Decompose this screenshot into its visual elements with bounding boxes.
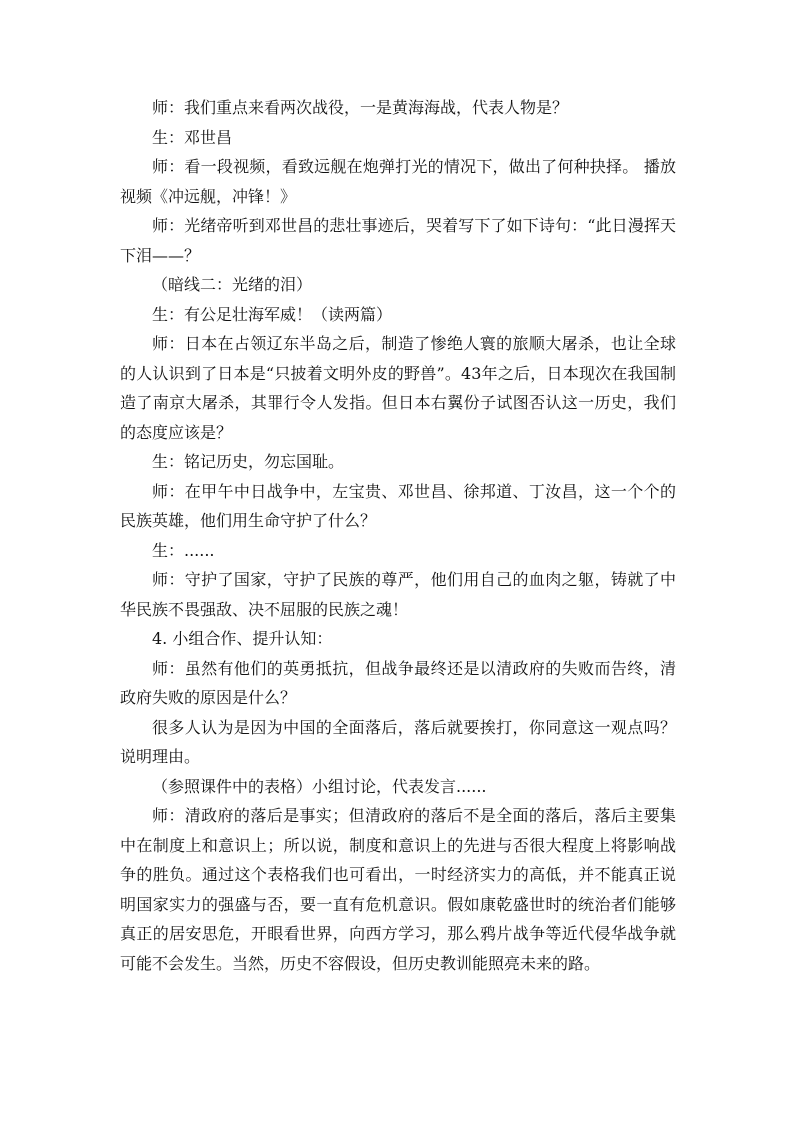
document-body <box>120 93 676 978</box>
paragraph-4: 师：光绪帝听到邓世昌的悲壮事迹后，哭着写下了如下诗句：“此日漫挥天下泪——？ <box>120 216 676 265</box>
paragraph-11: 师：守护了国家，守护了民族的尊严，他们用自己的血肉之躯，铸就了中华民族不畏强敌、决不屈服的民族之魂！ <box>120 570 676 619</box>
paragraph-13: 师：虽然有他们的英勇抵抗，但战争最终还是以清政府的失败而告终，清政府失败的原因是什么？ <box>120 658 676 707</box>
paragraph-15: （参照课件中的表格）小组讨论，代表发言...... <box>152 776 487 796</box>
paragraph-14: 很多人认为是因为中国的全面落后，落后就要挨打，你同意这一观点吗？说明理由。 <box>120 717 676 766</box>
paragraph-9: 师：在甲午中日战争中，左宝贵、邓世昌、徐邦道、丁汝昌，这一个个的民族英雄，他们用生命守护了什么？ <box>120 481 676 530</box>
paragraph-3: 师：看一段视频，看致远舰在炮弹打光的情况下，做出了何种抉择。 播放视频《冲远舰，冲锋！》 <box>120 157 676 206</box>
paragraph-6: 生：有公足壮海军威！（读两篇） <box>152 304 393 324</box>
paragraph-1: 师：我们重点来看两次战役，一是黄海海战，代表人物是？ <box>152 98 569 117</box>
paragraph-12: 4. 小组合作、提升认知： <box>152 629 333 648</box>
paragraph-8: 生：铭记历史，勿忘国耻。 <box>152 452 345 471</box>
paragraph-10: 生：...... <box>152 540 215 560</box>
paragraph-5: （暗线二：光绪的泪） <box>152 275 313 294</box>
paragraph-16: 师：清政府的落后是事实；但清政府的落后不是全面的落后，落后主要集中在制度上和意识上；所以说，制度和意识上的先进与否很大程度上将影响战争的胜负。通过这个表格我们也可看出，一时经济实力的高低，并不能真正说明国家实力的强盛与否，要一直有危机意识。假如康乾盛世时的统治者们能够真正的居安思危，开眼看世界，向西方学习，那么鸦片战争等近代侵华战争就可能不会发生。当然，历史不容假设，但历史教训能照亮未来的路。 <box>120 806 676 973</box>
paragraph-2: 生：邓世昌 <box>152 127 233 147</box>
paragraph-7: 师：日本在占领辽东半岛之后，制造了惨绝人寰的旅顺大屠杀，也让全球的人认识到了日本是“只披着文明外皮的野兽”。43年之后，日本现次在我国制造了南京大屠杀，其罪行令人发指。但日本右翼份子试图否认这一历史，我们的态度应该是？ <box>120 334 676 442</box>
